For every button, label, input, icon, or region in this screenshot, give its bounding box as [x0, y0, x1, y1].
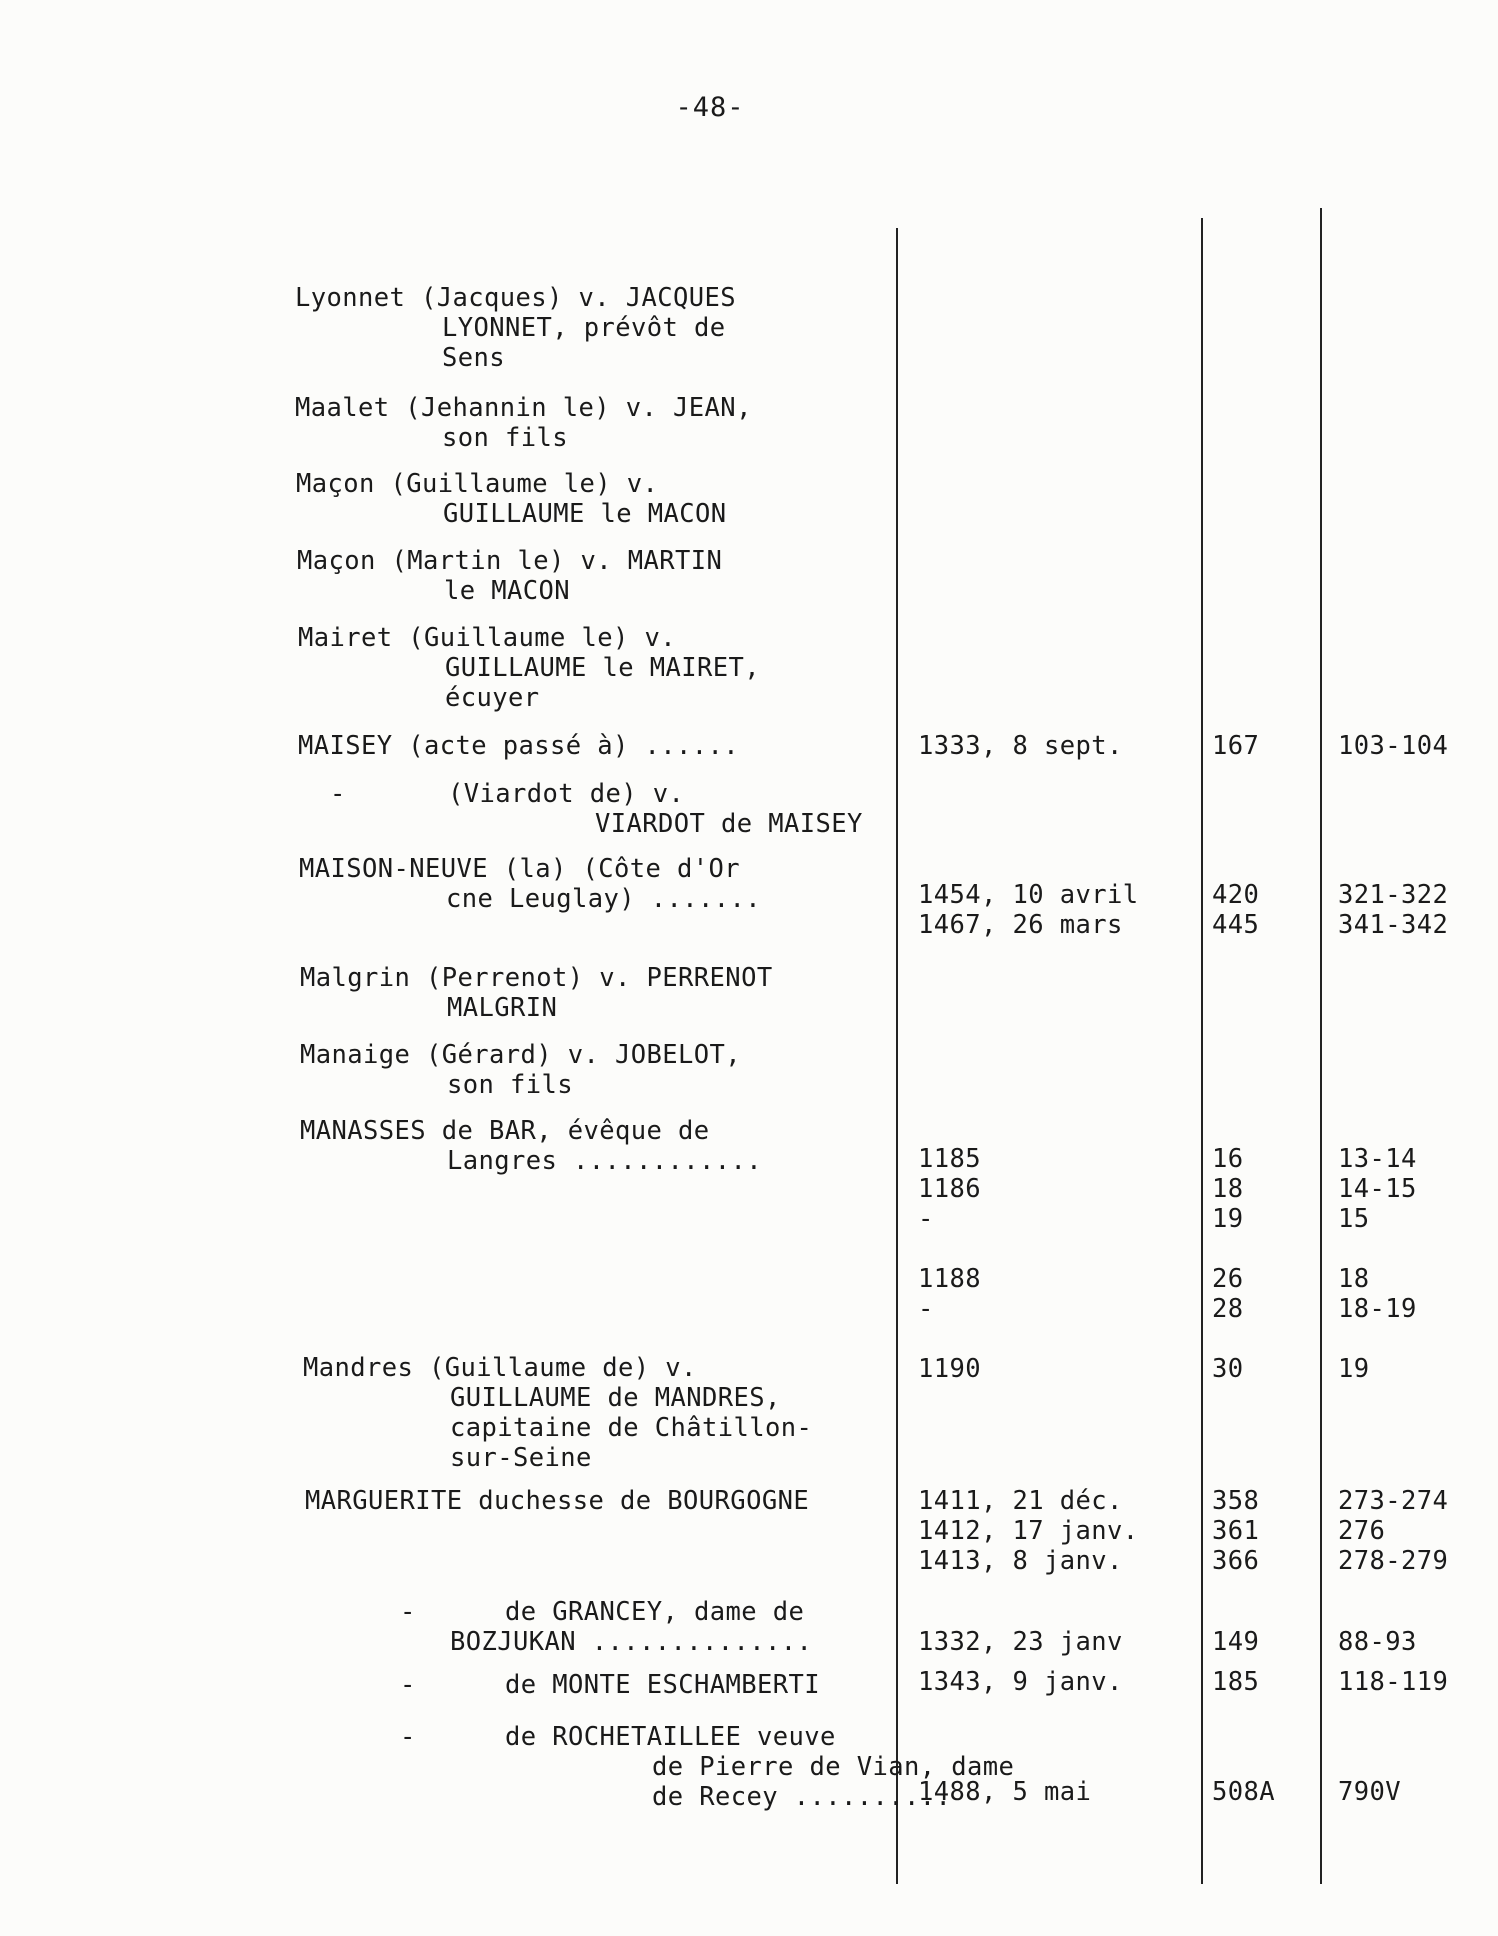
column-rule-numbers: [1201, 218, 1203, 1884]
entry-number: 420: [1212, 880, 1260, 910]
entry-continuation: GUILLAUME de MANDRES,: [450, 1383, 781, 1413]
entry-page-range: 278-279: [1338, 1546, 1449, 1576]
entry-heading: MAISON-NEUVE (la) (Côte d'Or: [299, 854, 741, 884]
entry-heading: (Viardot de) v.: [448, 779, 685, 809]
entry-heading: Malgrin (Perrenot) v. PERRENOT: [300, 963, 773, 993]
entry-page-range: 14-15: [1338, 1174, 1417, 1204]
entry-page-range: 18: [1338, 1264, 1370, 1294]
entry-date: 1411, 21 déc.: [918, 1486, 1123, 1516]
entry-number: 19: [1212, 1204, 1244, 1234]
entry-number: 366: [1212, 1546, 1260, 1576]
entry-date: 1467, 26 mars: [918, 910, 1123, 940]
entry-heading: Maçon (Guillaume le) v.: [296, 469, 659, 499]
entry-date: 1488, 5 mai: [918, 1777, 1092, 1807]
entry-number: 358: [1212, 1486, 1260, 1516]
entry-heading: Maalet (Jehannin le) v. JEAN,: [295, 393, 752, 423]
entry-heading: Mandres (Guillaume de) v.: [303, 1353, 697, 1383]
page-number: -48-: [675, 92, 745, 123]
entry-number: 30: [1212, 1354, 1244, 1384]
entry-heading: de MONTE ESCHAMBERTI: [505, 1670, 821, 1700]
column-rule-dates: [896, 228, 898, 1884]
entry-date: 1186: [918, 1174, 982, 1204]
entry-number: 185: [1212, 1667, 1260, 1697]
entry-continuation: son fils: [447, 1070, 574, 1100]
entry-page-range: 273-274: [1338, 1486, 1449, 1516]
entry-date: 1454, 10 avril: [918, 880, 1139, 910]
entry-page-range: 103-104: [1338, 731, 1449, 761]
entry-number: 445: [1212, 910, 1260, 940]
entry-number: 508A: [1212, 1777, 1276, 1807]
entry-number: 26: [1212, 1264, 1244, 1294]
entry-date: 1188: [918, 1264, 982, 1294]
entry-continuation: son fils: [442, 423, 569, 453]
entry-dash: -: [400, 1597, 416, 1627]
entry-continuation: sur-Seine: [450, 1443, 592, 1473]
entry-number: 16: [1212, 1144, 1244, 1174]
entry-continuation: GUILLAUME le MAIRET,: [445, 653, 761, 683]
entry-page-range: 18-19: [1338, 1294, 1417, 1324]
entry-heading: MARGUERITE duchesse de BOURGOGNE: [305, 1486, 810, 1516]
entry-date: 1185: [918, 1144, 982, 1174]
entry-number: 18: [1212, 1174, 1244, 1204]
entry-continuation: de Pierre de Vian, dame: [652, 1752, 1015, 1782]
entry-date: 1413, 8 janv.: [918, 1546, 1123, 1576]
entry-dash: -: [400, 1722, 416, 1752]
entry-continuation: capitaine de Châtillon-: [450, 1413, 813, 1443]
entry-date: 1412, 17 janv.: [918, 1516, 1139, 1546]
entry-continuation: le MACON: [444, 576, 571, 606]
column-rule-pages: [1320, 208, 1322, 1884]
entry-heading: de GRANCEY, dame de: [505, 1597, 805, 1627]
entry-continuation: BOZJUKAN ..............: [450, 1627, 813, 1657]
entry-continuation: cne Leuglay) .......: [446, 884, 762, 914]
entry-heading: Maçon (Martin le) v. MARTIN: [297, 546, 723, 576]
entry-continuation: de Recey ..........: [652, 1782, 952, 1812]
entry-date: 1332, 23 janv: [918, 1627, 1123, 1657]
entry-page-range: 13-14: [1338, 1144, 1417, 1174]
entry-page-range: 790V: [1338, 1777, 1402, 1807]
entry-date: -: [918, 1204, 934, 1234]
entry-heading: Manaige (Gérard) v. JOBELOT,: [300, 1040, 742, 1070]
entry-page-range: 118-119: [1338, 1667, 1449, 1697]
entry-page-range: 88-93: [1338, 1627, 1417, 1657]
entry-page-range: 19: [1338, 1354, 1370, 1384]
entry-page-range: 15: [1338, 1204, 1370, 1234]
entry-number: 167: [1212, 731, 1260, 761]
entry-heading: MANASSES de BAR, évêque de: [300, 1116, 710, 1146]
entry-continuation: VIARDOT de MAISEY: [595, 809, 863, 839]
entry-continuation: Sens: [442, 343, 506, 373]
entry-continuation: écuyer: [445, 683, 540, 713]
entry-date: -: [918, 1294, 934, 1324]
entry-heading: Mairet (Guillaume le) v.: [298, 623, 677, 653]
entry-heading: de ROCHETAILLEE veuve: [505, 1722, 836, 1752]
entry-continuation: GUILLAUME le MACON: [443, 499, 727, 529]
entry-continuation: LYONNET, prévôt de: [442, 313, 726, 343]
entry-date: 1190: [918, 1354, 982, 1384]
entry-dash: -: [330, 779, 346, 809]
entry-number: 28: [1212, 1294, 1244, 1324]
entry-number: 149: [1212, 1627, 1260, 1657]
entry-page-range: 321-322: [1338, 880, 1449, 910]
entry-heading: MAISEY (acte passé à) ......: [298, 731, 740, 761]
entry-page-range: 341-342: [1338, 910, 1449, 940]
entry-continuation: Langres ............: [447, 1146, 763, 1176]
entry-date: 1333, 8 sept.: [918, 731, 1123, 761]
entry-date: 1343, 9 janv.: [918, 1667, 1123, 1697]
entry-page-range: 276: [1338, 1516, 1386, 1546]
entry-continuation: MALGRIN: [447, 993, 558, 1023]
entry-heading: Lyonnet (Jacques) v. JACQUES: [295, 283, 737, 313]
entry-dash: -: [400, 1670, 416, 1700]
entry-number: 361: [1212, 1516, 1260, 1546]
